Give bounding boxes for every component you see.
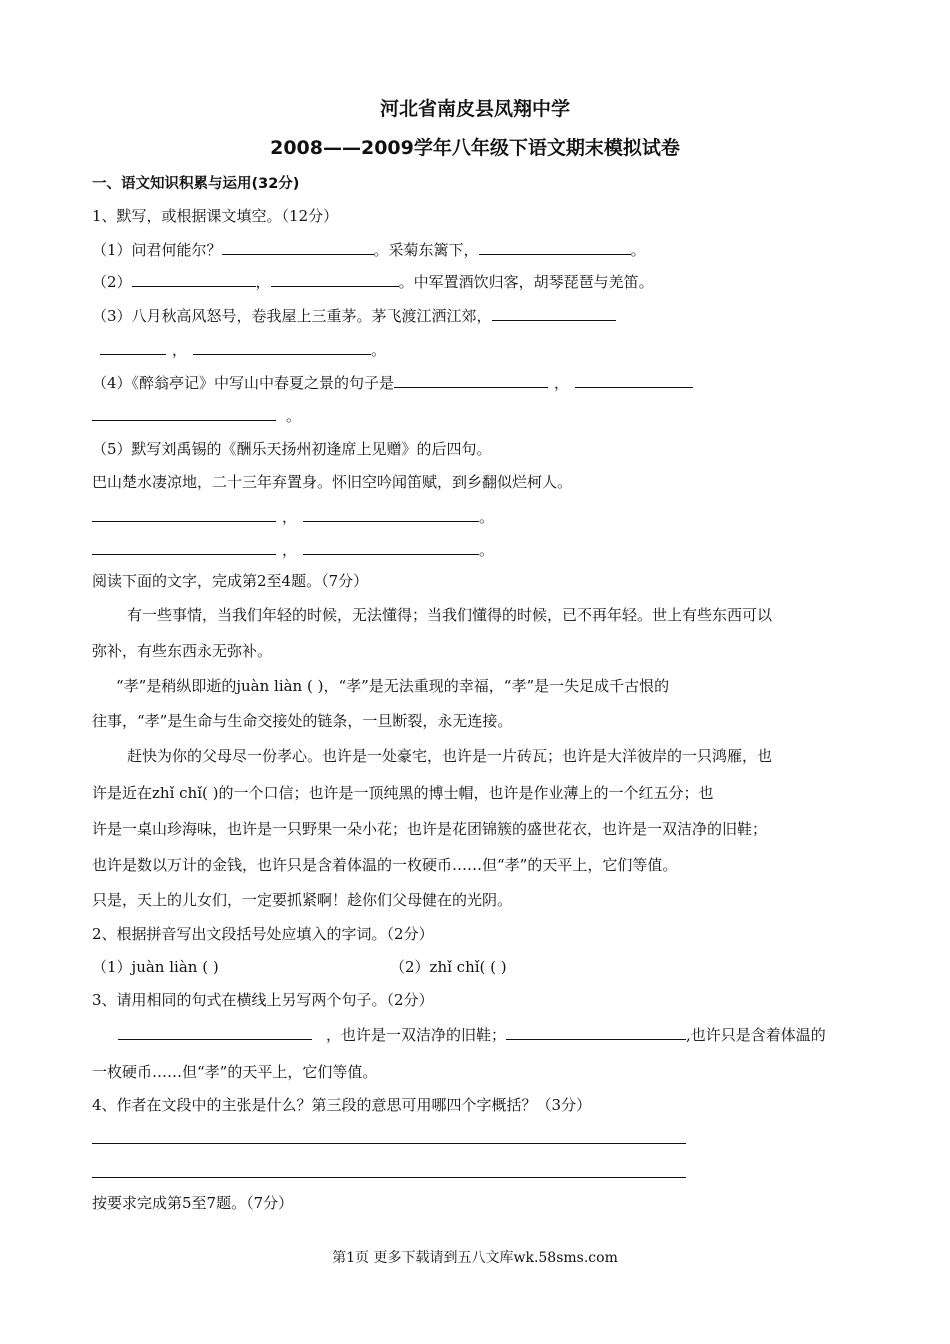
question-4-stem: 4、作者在文段中的主张是什么？第三段的意思可用哪四个字概括？（3分）	[92, 1096, 592, 1114]
poem-answer-line-1: ， 。	[92, 507, 494, 527]
question-1-part-4: （4）《醉翁亭记》中写山中春夏之景的句子是 ，	[92, 373, 693, 393]
question-1-part-1: （1）问君何能尔？ 。采菊东篱下， 。	[92, 241, 646, 259]
answer-blank[interactable]	[479, 240, 631, 255]
school-name: 河北省南皮县凤翔中学	[379, 98, 570, 120]
question-2-a: （1）juàn liàn ( )	[92, 958, 219, 976]
exam-title: 2008——2009学年八年级下语文期末模拟试卷	[270, 137, 680, 159]
question-2-stem: 2、根据拼音写出文段括号处应填入的字词。（2分）	[92, 925, 434, 943]
answer-blank[interactable]	[271, 272, 399, 287]
answer-blank[interactable]	[92, 540, 276, 555]
question-3-stem: 3、请用相同的句式在横线上另写两个句子。（2分）	[92, 991, 434, 1009]
answer-blank[interactable]	[506, 1025, 686, 1040]
answer-blank[interactable]	[118, 1025, 312, 1040]
answer-blank[interactable]	[303, 540, 479, 555]
question-2-b: （2）zhǐ chǐ( ( )	[390, 958, 507, 976]
passage-para-4: 只是，天上的儿女们，一定要抓紧啊！趁你们父母健在的光阴。	[92, 891, 513, 909]
answer-blank[interactable]	[132, 272, 256, 287]
page-footer: 第1页 更多下载请到五八文库wk.58sms.com	[332, 1250, 618, 1266]
section-heading: 一、语文知识积累与运用(32分)	[92, 176, 300, 192]
answer-blank[interactable]	[222, 240, 374, 255]
poem-line: 巴山楚水凄凉地，二十三年弃置身。怀旧空吟闻笛赋，到乡翻似烂柯人。	[92, 473, 573, 491]
answer-blank[interactable]	[92, 507, 276, 522]
question-1-stem: 1、默写，或根据课文填空。（12分）	[92, 207, 339, 225]
answer-blank[interactable]	[303, 507, 479, 522]
passage-para-3-line-1: 赶快为你的父母尽一份孝心。也许是一处豪宅，也许是一片砖瓦；也许是大洋彼岸的一只鸿雁，也	[127, 747, 773, 765]
reading-intro: 阅读下面的文字，完成第2至4题。（7分）	[92, 572, 369, 590]
passage-para-2-line-2: 往事，“孝”是生命与生命交接处的链条，一旦断裂，永无连接。	[92, 712, 513, 730]
passage-para-3-line-3: 许是一桌山珍海味，也许是一只野果一朵小花；也许是花团锦簇的盛世花衣，也许是一双洁净的旧鞋；	[92, 820, 768, 838]
passage-para-2-line-1: “孝”是稍纵即逝的juàn liàn ( )，“孝”是无法重现的幸福，“孝”是一失足成千古恨的	[116, 677, 670, 695]
answer-line[interactable]	[92, 1177, 686, 1178]
answer-line[interactable]	[92, 1143, 686, 1144]
question-1-part-3: （3）八月秋高风怒号，卷我屋上三重茅。茅飞渡江洒江郊，	[92, 306, 616, 326]
question-1-part-2: （2） ， 。中军置酒饮归客，胡琴琵琶与羌笛。	[92, 273, 654, 291]
answer-blank[interactable]	[193, 340, 371, 355]
answer-blank[interactable]	[575, 373, 693, 388]
answer-blank[interactable]	[92, 406, 276, 421]
passage-para-1-line-2: 弥补，有些东西永无弥补。	[92, 642, 273, 660]
passage-para-1-line-1: 有一些事情，当我们年轻的时候，无法懂得；当我们懂得的时候，已不再年轻。世上有些东西可以	[127, 606, 773, 624]
next-instruction: 按要求完成第5至7题。（7分）	[92, 1194, 294, 1212]
answer-blank[interactable]	[100, 340, 166, 355]
question-1-part-5: （5）默写刘禹锡的《酬乐天扬州初逢席上见赠》的后四句。	[92, 440, 492, 458]
answer-blank[interactable]	[492, 306, 616, 321]
passage-para-3-line-4: 也许是数以万计的金钱，也许只是含着体温的一枚硬币……但“孝”的天平上，它们等值。	[92, 856, 678, 874]
question-3-line-2: 一枚硬币……但“孝”的天平上，它们等值。	[92, 1063, 378, 1081]
question-1-part-3-cont: ， 。	[100, 340, 386, 360]
answer-blank[interactable]	[394, 373, 548, 388]
question-3-line-1: ，也许是一双洁净的旧鞋； ,也许只是含着体温的	[118, 1025, 826, 1045]
passage-para-3-line-2: 许是近在zhǐ chǐ( )的一个口信；也许是一顶纯黑的博士帽，也许是作业薄上的一个红五分；也	[92, 784, 714, 802]
question-1-part-4-cont: 。	[92, 406, 301, 426]
poem-answer-line-2: ， 。	[92, 540, 494, 560]
